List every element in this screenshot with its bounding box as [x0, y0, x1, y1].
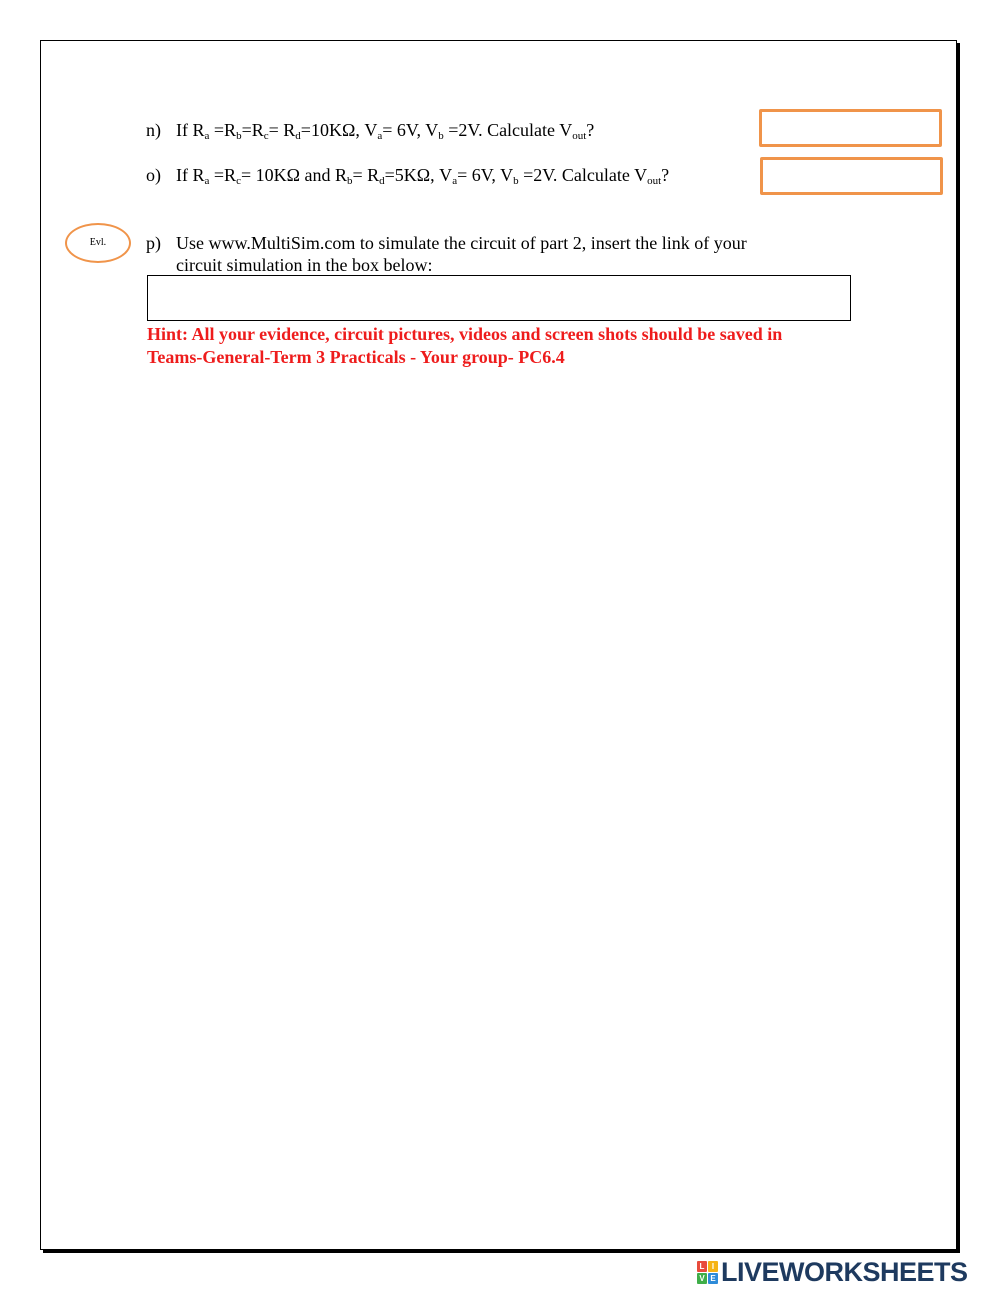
question-o-text: ?	[661, 165, 670, 185]
evl-badge: Evl.	[65, 223, 131, 263]
question-o-text: =5KΩ, V	[384, 165, 453, 185]
subscript: a	[204, 175, 210, 187]
logo-tile: I	[708, 1261, 718, 1272]
hint-line-1: Hint: All your evidence, circuit pictures, videos and screen shots should be saved in	[147, 324, 783, 344]
answer-box-o[interactable]	[760, 157, 943, 195]
answer-box-n[interactable]	[759, 109, 942, 147]
subscript: a	[377, 130, 383, 142]
question-n-text: = R	[268, 120, 296, 140]
subscript: c	[263, 130, 269, 142]
subscript: c	[236, 175, 241, 187]
subscript: a	[204, 130, 210, 142]
question-o	[146, 164, 669, 186]
question-p-label: p)	[146, 233, 161, 253]
logo-tile: L	[697, 1261, 707, 1272]
liveworksheets-logo	[697, 1258, 968, 1286]
subscript: d	[295, 130, 301, 142]
question-o-label: o)	[146, 165, 161, 185]
question-n-text: =2V. Calculate V	[443, 120, 573, 140]
question-n-text: = 6V, V	[382, 120, 439, 140]
logo-text: LIVEWORKSHEETS	[721, 1256, 968, 1287]
subscript: b	[438, 130, 444, 142]
question-o-text: =2V. Calculate V	[518, 165, 648, 185]
question-o-text: =R	[209, 165, 237, 185]
question-n	[146, 119, 594, 141]
subscript: a	[452, 175, 458, 187]
worksheet-page	[40, 40, 957, 1250]
question-n-text: ?	[586, 120, 595, 140]
subscript: out	[647, 175, 662, 187]
subscript: out	[572, 130, 587, 142]
subscript: b	[346, 175, 353, 187]
question-o-text: If R	[176, 165, 205, 185]
question-p-line2: circuit simulation in the box below:	[176, 255, 433, 275]
question-o-text: = R	[352, 165, 380, 185]
simulation-link-input[interactable]	[147, 275, 851, 321]
question-n-text: If R	[176, 120, 205, 140]
logo-icon	[697, 1261, 718, 1284]
question-o-text: = 6V, V	[457, 165, 514, 185]
question-p-line1	[146, 232, 747, 254]
hint-line-2: Teams-General-Term 3 Practicals - Your group- PC6.4	[147, 347, 565, 367]
subscript: b	[236, 130, 242, 142]
question-n-text: =R	[209, 120, 237, 140]
question-n-text: =R	[241, 120, 264, 140]
logo-tile: V	[697, 1273, 707, 1284]
question-n-label: n)	[146, 120, 161, 140]
question-p-text: Use www.MultiSim.com to simulate the circuit of part 2, insert the link of your	[176, 233, 747, 253]
subscript: d	[379, 175, 385, 187]
question-n-text: =10KΩ, V	[300, 120, 378, 140]
subscript: b	[513, 175, 519, 187]
logo-tile: E	[708, 1273, 718, 1284]
hint-text	[147, 323, 867, 369]
question-o-text: = 10KΩ and R	[240, 165, 347, 185]
